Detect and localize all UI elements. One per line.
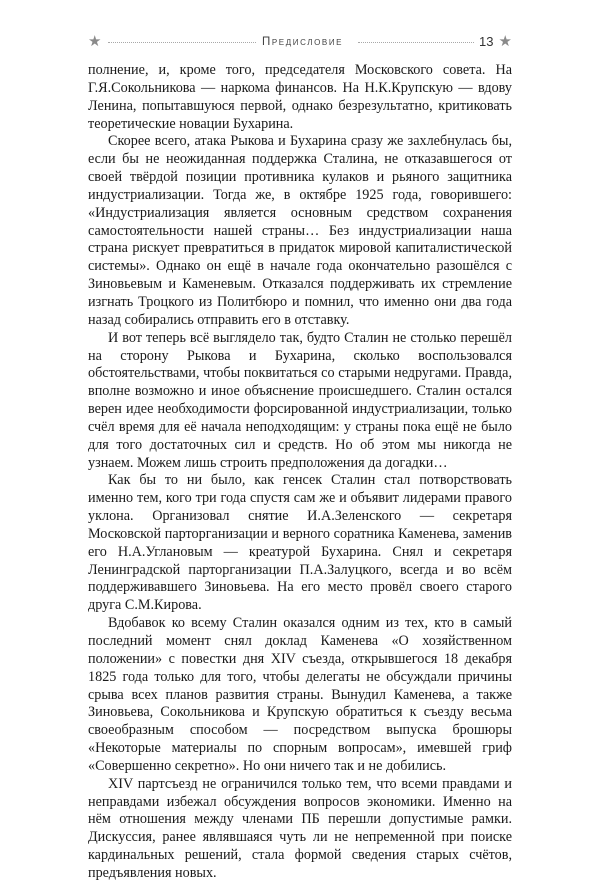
star-ornament-icon: ★ bbox=[498, 34, 512, 50]
paragraph: Вдобавок ко всему Сталин оказался одним из тех, кто в самый последний момент снял доклад Каменева «О хозяйственном положении» с повестки дня XIV съезда, открывшегося 18 декабря 1825 года только для того, чтобы делегаты не обсуждали причины срыва всех планов развития страны. Вынудил Каменева, а также Зиновьева, Сокольникова и Крупскую обратиться к съезду весьма своеобразным способом — посредством выпуска брошюры «Некоторые материалы по спорным вопросам», имевшей гриф «Совершенно секретно». Но они ничего так и не добились. bbox=[88, 615, 512, 774]
paragraph: И вот теперь всё выглядело так, будто Сталин не столько перешёл на сторону Рыкова и Бухарина, сколько воспользовался обстоятельствами, чтобы поквитаться со старыми недругами. Правда, вполне возможно и иное объяснение происшедшего. Сталин остался верен идее необходимости форсированной индустриализации, только счёл время для её начала неподходящим: у страны пока ещё не было для того достаточных сил и средств. Но об этом мы никогда не узнаем. Можем лишь строить предположения да догадки… bbox=[88, 329, 512, 471]
body-text bbox=[88, 62, 512, 883]
paragraph: Как бы то ни было, как генсек Сталин стал потворствовать именно тем, кого три года спустя сам же и объявит лидерами правого уклона. Организовал снятие И.А.Зеленского — секретаря Московской парторганизации и верного соратника Каменева, заменив его Н.А.Углановым — креатурой Бухарина. Снял и секретаря Ленинградской парторганизации П.А.Залуцкого, всегда и во всём поддерживавшего Зиновьева. На его место провёл своего старого друга С.М.Кирова. bbox=[88, 472, 512, 614]
section-title: Предисловие bbox=[262, 36, 344, 48]
page-number: 13 bbox=[479, 34, 494, 49]
running-header bbox=[88, 33, 512, 53]
dotted-rule bbox=[108, 42, 256, 43]
paragraph: XIV партсъезд не ограничился только тем, что всеми правдами и неправдами избежал обсуждения вопросов экономики. Именно на нём отношения между членами ПБ перешли допустимые рамки. Дискуссия, ранее являвшаяся чуть ли не непременной при поиске кардинальных решений, стала формой сведения старых счётов, предъявления новых. bbox=[88, 775, 512, 881]
star-ornament-icon: ★ bbox=[88, 34, 102, 50]
paragraph: Скорее всего, атака Рыкова и Бухарина сразу же захлебнулась бы, если бы не неожиданная поддержка Сталина, не отказавшегося от своей твёрдой позиции противника кулаков и рьяного защитника индустриализации. Тогда же, в октябре 1925 года, говорившего: «Индустриализация является основным средством сохранения самостоятельности нашей страны… Без индустриализации наша страна рискует превратиться в придаток мировой капиталистической системы». Однако он ещё в начале года окончательно разошёлся с Зиновьевым и Каменевым. Отказался поддерживать их стремление изгнать Троцкого из Политбюро и помнил, что именно они два года назад собирались отправить его в отставку. bbox=[88, 133, 512, 328]
paragraph: полнение, и, кроме того, председателя Московского совета. На Г.Я.Сокольникова — наркома финансов. На Н.К.Крупскую — вдову Ленина, попытавшуюся первой, однако безрезультатно, критиковать теоретические новации Бухарина. bbox=[88, 62, 512, 132]
dotted-rule bbox=[358, 42, 474, 43]
